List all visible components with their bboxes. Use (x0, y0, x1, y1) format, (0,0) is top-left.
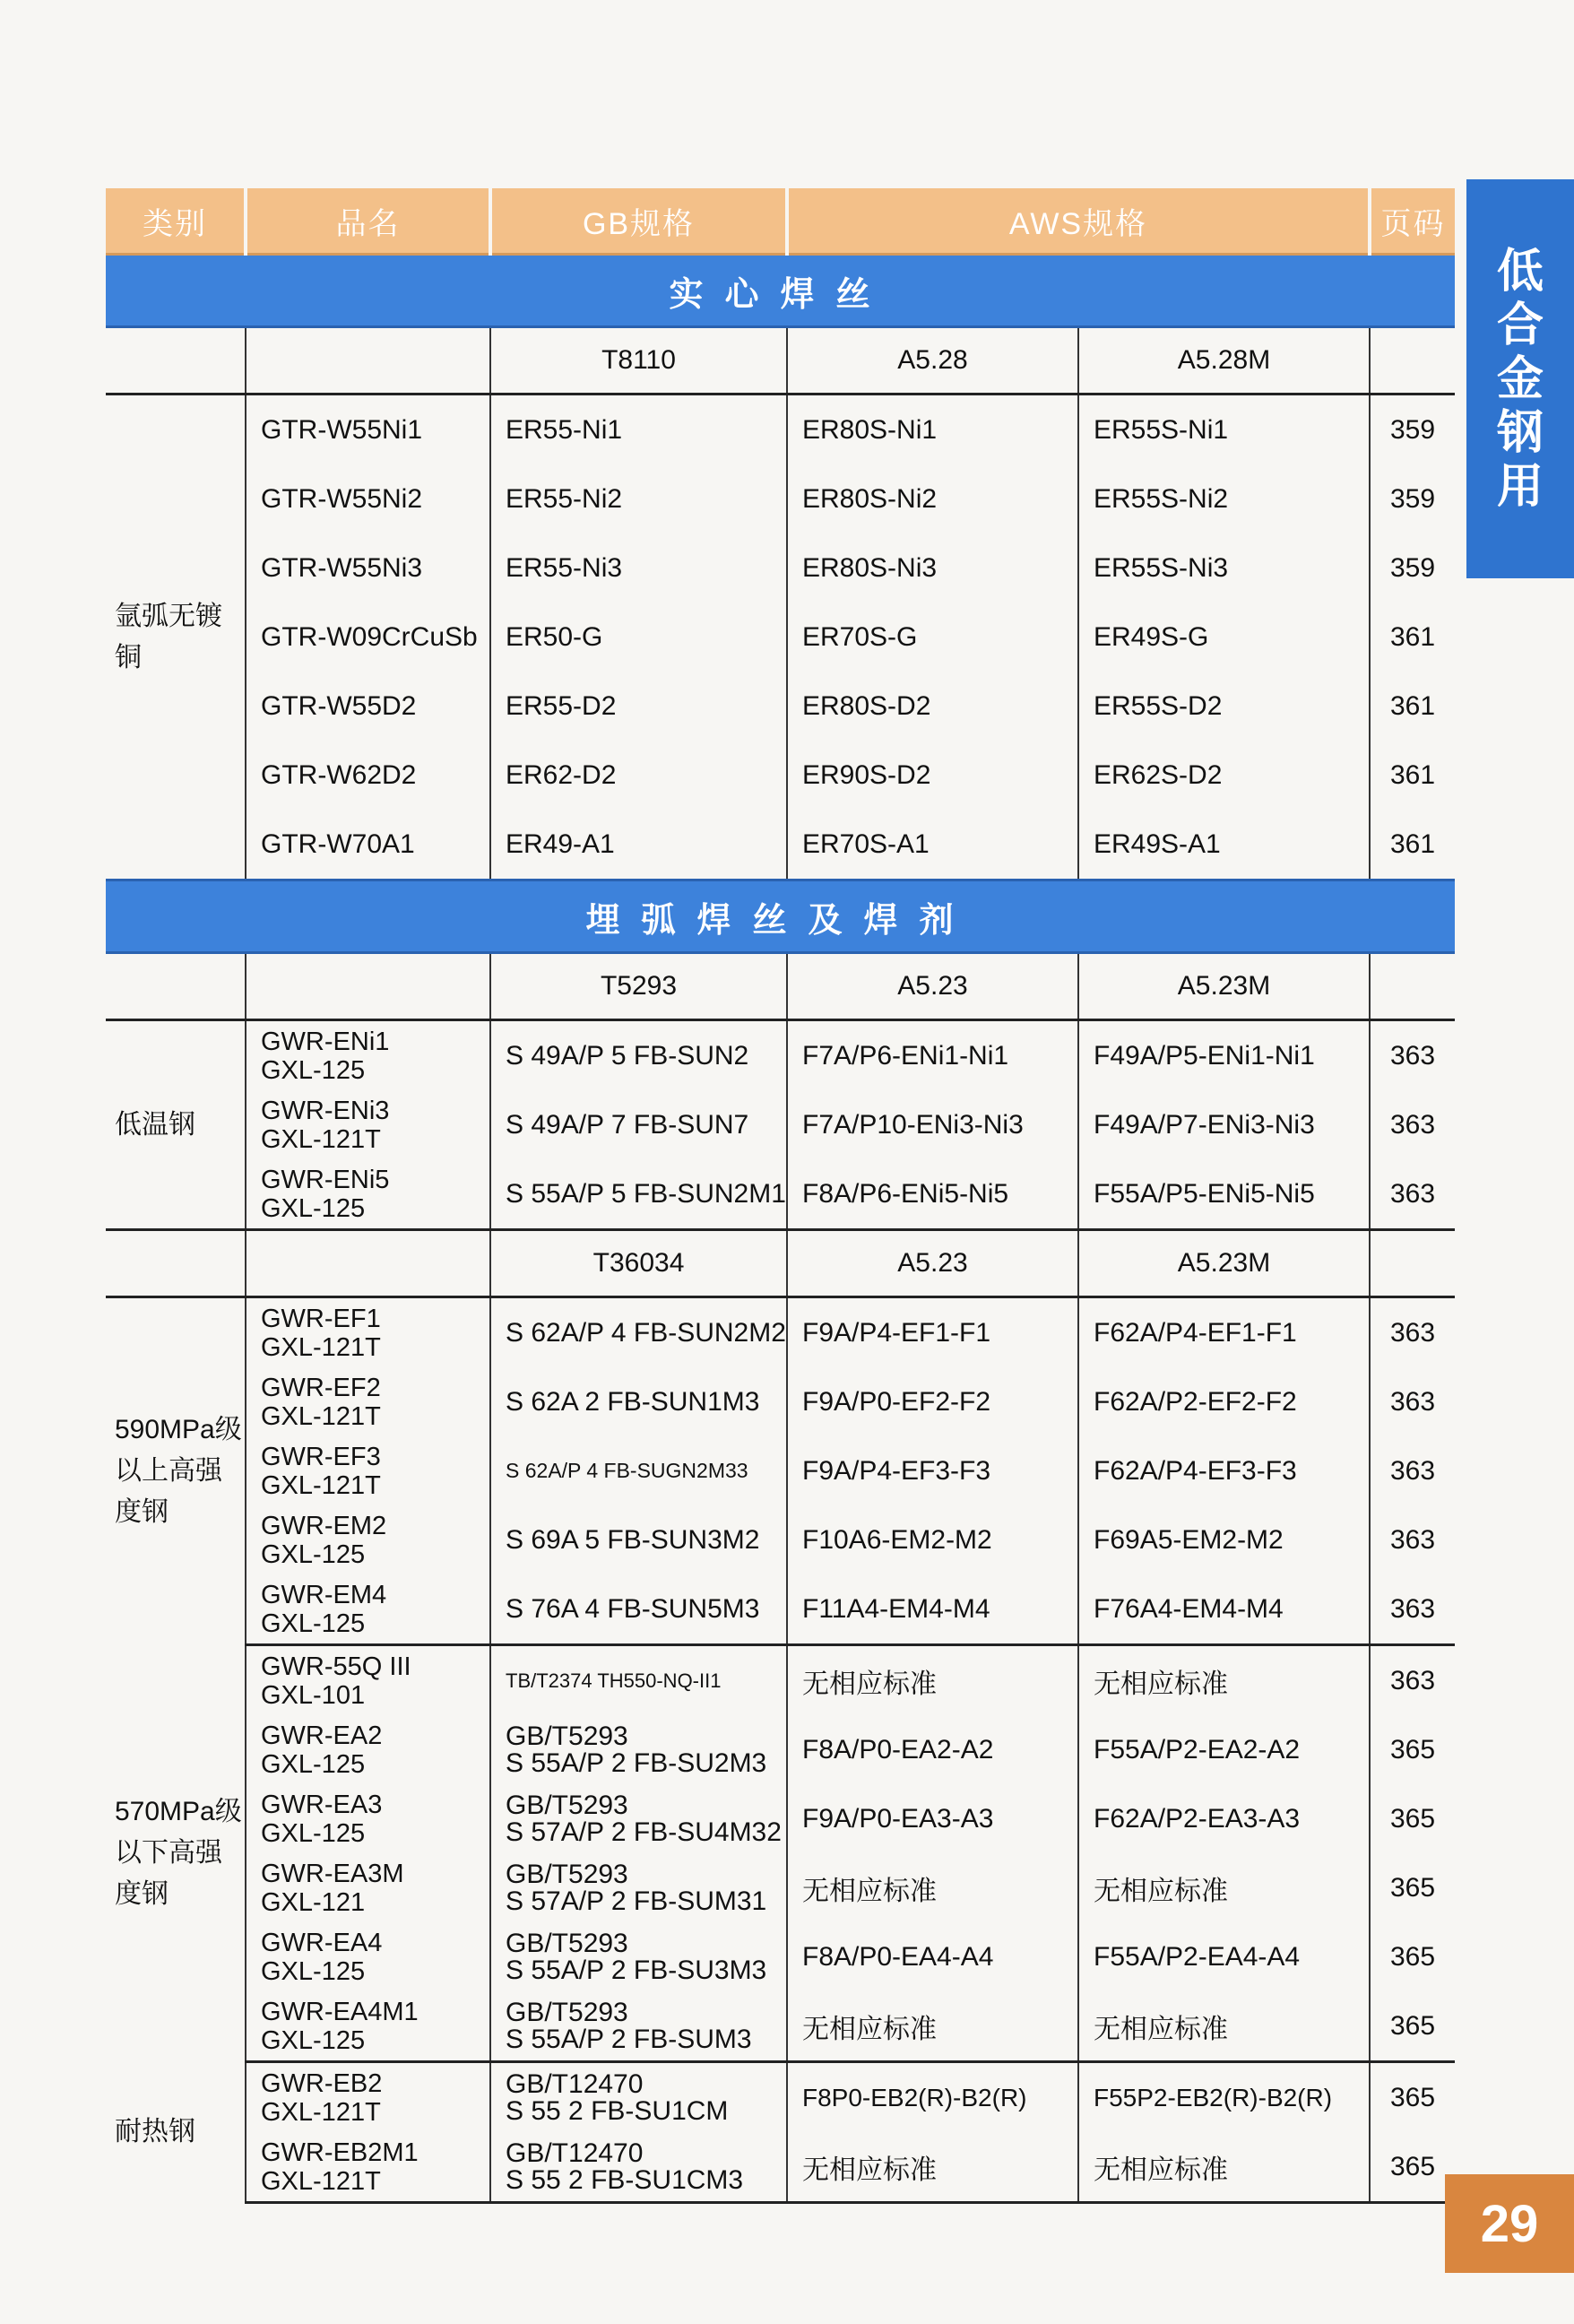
side-tab-char: 合 (1496, 299, 1544, 351)
gb-spec: S 49A/P 5 FB-SUN2 (490, 1020, 787, 1091)
aws-m-spec: F69A5-EM2-M2 (1078, 1505, 1370, 1574)
page-ref: 365 (1370, 2132, 1455, 2203)
product-name (246, 1715, 490, 1784)
header-aws-spec: AWS规格 (787, 188, 1370, 255)
aws-m-spec: ER49S-G (1078, 603, 1370, 672)
gb-designation: S 55A/P 2 FB-SU3M3 (506, 1955, 767, 1985)
gb-spec: S 62A/P 4 FB-SUN2M2 (490, 1297, 787, 1368)
product-name: GTR-W55D2 (246, 672, 490, 741)
product-name (246, 1297, 490, 1368)
product-name (246, 1367, 490, 1436)
flux-name: GXL-125 (261, 1609, 366, 1638)
gb-standard: T5293 (490, 953, 787, 1020)
aws-spec: F9A/P4-EF1-F1 (787, 1297, 1078, 1368)
gb-standard-no: GB/T5293 (506, 1997, 628, 2027)
gb-spec: S 55A/P 5 FB-SUN2M1 (490, 1159, 787, 1230)
table-row (106, 533, 1455, 603)
aws-spec: ER90S-D2 (787, 741, 1078, 810)
table-row (106, 395, 1455, 465)
product-name (246, 1159, 490, 1230)
product-name: GTR-W09CrCuSb (246, 603, 490, 672)
aws-spec: F8A/P0-EA4-A4 (787, 1922, 1078, 1991)
gb-spec: S 49A/P 7 FB-SUN7 (490, 1090, 787, 1159)
gb-spec: ER62-D2 (490, 741, 787, 810)
aws-spec: F11A4-EM4-M4 (787, 1574, 1078, 1645)
category-cell: 570MPa级以下高强度钢 (115, 1797, 242, 1909)
page-ref: 363 (1370, 1297, 1455, 1368)
aws-m-spec: ER55S-D2 (1078, 672, 1370, 741)
page-ref: 363 (1370, 1159, 1455, 1230)
gb-designation: S 55 2 FB-SU1CM (506, 2095, 729, 2126)
aws-spec: 无相应标准 (787, 2132, 1078, 2203)
flux-name: GXL-125 (261, 1193, 366, 1223)
product-name (246, 2062, 490, 2133)
gb-spec (490, 1922, 787, 1991)
wire-name: GWR-EF2 (261, 1373, 381, 1402)
table-row (106, 1505, 1455, 1574)
header-product-name: 品名 (246, 188, 490, 255)
page-ref: 363 (1370, 1367, 1455, 1436)
wire-name: GWR-ENi5 (261, 1165, 390, 1194)
aws-m-spec: F76A4-EM4-M4 (1078, 1574, 1370, 1645)
table-row (106, 1784, 1455, 1853)
gb-spec (490, 1784, 787, 1853)
page-ref: 365 (1370, 1922, 1455, 1991)
side-tab-char: 用 (1496, 460, 1544, 513)
gb-spec (490, 2062, 787, 2133)
aws-m-spec: 无相应标准 (1078, 2132, 1370, 2203)
wire-name: GWR-EM4 (261, 1580, 387, 1609)
section-band (106, 880, 1455, 953)
gb-standard: T36034 (490, 1230, 787, 1297)
gb-standard-no: GB/T5293 (506, 1790, 628, 1820)
table-row (106, 1020, 1455, 1091)
aws-m-spec: F55A/P5-ENi5-Ni5 (1078, 1159, 1370, 1230)
product-name (246, 1922, 490, 1991)
aws-spec: F7A/P6-ENi1-Ni1 (787, 1020, 1078, 1091)
page-ref: 363 (1370, 1645, 1455, 1716)
wire-name: GWR-EB2 (261, 2068, 383, 2098)
table-row (106, 1715, 1455, 1784)
header-gb-spec: GB规格 (490, 188, 787, 255)
wire-name: GWR-EB2M1 (261, 2138, 419, 2167)
page-ref: 359 (1370, 533, 1455, 603)
wire-name: GWR-EA2 (261, 1721, 383, 1750)
wire-name: GWR-EA4M1 (261, 1997, 419, 2026)
section-solid-wire (106, 255, 1455, 880)
gb-spec: ER55-D2 (490, 672, 787, 741)
page-ref: 359 (1370, 395, 1455, 465)
page-ref: 363 (1370, 1436, 1455, 1505)
table-row (106, 1090, 1455, 1159)
page-ref: 365 (1370, 1784, 1455, 1853)
table-row (106, 1991, 1455, 2062)
page-ref: 365 (1370, 1991, 1455, 2062)
wire-name: GWR-EM2 (261, 1511, 387, 1540)
table-row (106, 1367, 1455, 1436)
aws-m-spec: 无相应标准 (1078, 1991, 1370, 2062)
gb-designation: S 55A/P 2 FB-SU2M3 (506, 1747, 767, 1778)
flux-name: GXL-125 (261, 1055, 366, 1085)
product-name: GTR-W55Ni3 (246, 533, 490, 603)
page-ref: 361 (1370, 672, 1455, 741)
page-ref: 363 (1370, 1574, 1455, 1645)
flux-name: GXL-125 (261, 1818, 366, 1848)
header-category: 类别 (106, 188, 246, 255)
aws-m-spec: F62A/P2-EF2-F2 (1078, 1367, 1370, 1436)
section-title: 实心焊丝 (106, 255, 1455, 327)
aws-spec: F8P0-EB2(R)-B2(R) (787, 2062, 1078, 2133)
gb-spec (490, 1853, 787, 1922)
aws-spec: F8A/P0-EA2-A2 (787, 1715, 1078, 1784)
gb-standard-no: GB/T12470 (506, 2138, 644, 2168)
gb-standard-no: GB/T5293 (506, 1721, 628, 1751)
gb-spec (490, 1715, 787, 1784)
page-ref: 359 (1370, 464, 1455, 533)
side-tab-char: 低 (1496, 245, 1544, 298)
flux-name: GXL-121T (261, 1332, 381, 1362)
aws-standard: A5.23 (787, 953, 1078, 1020)
flux-name: GXL-121 (261, 1887, 366, 1917)
flux-name: GXL-121T (261, 2097, 381, 2127)
gb-spec: S 69A 5 FB-SUN3M2 (490, 1505, 787, 1574)
flux-name: GXL-101 (261, 1680, 366, 1710)
aws-m-spec: ER49S-A1 (1078, 810, 1370, 880)
aws-m-spec: ER55S-Ni2 (1078, 464, 1370, 533)
wire-name: GWR-EA3 (261, 1790, 383, 1819)
standards-row (106, 1230, 1455, 1297)
aws-m-spec: F55A/P2-EA4-A4 (1078, 1922, 1370, 1991)
gb-designation: S 57A/P 2 FB-SU4M32 (506, 1817, 782, 1847)
gb-spec: ER55-Ni3 (490, 533, 787, 603)
product-name (246, 1505, 490, 1574)
product-name (246, 1436, 490, 1505)
flux-name: GXL-121T (261, 1470, 381, 1500)
table-row (106, 1574, 1455, 1645)
flux-name: GXL-125 (261, 2025, 366, 2055)
aws-spec: ER80S-Ni2 (787, 464, 1078, 533)
aws-spec: F8A/P6-ENi5-Ni5 (787, 1159, 1078, 1230)
aws-spec: ER80S-D2 (787, 672, 1078, 741)
aws-m-spec: F62A/P4-EF1-F1 (1078, 1297, 1370, 1368)
gb-designation: S 55A/P 2 FB-SUM3 (506, 2024, 752, 2054)
table-row (106, 1159, 1455, 1230)
aws-m-spec: ER55S-Ni1 (1078, 395, 1370, 465)
category-cell: 耐热钢 (115, 2117, 195, 2146)
aws-spec: ER70S-A1 (787, 810, 1078, 880)
gb-standard-no: GB/T5293 (506, 1859, 628, 1889)
aws-m-spec: F49A/P7-ENi3-Ni3 (1078, 1090, 1370, 1159)
aws-m-standard: A5.28M (1078, 327, 1370, 395)
standards-row (106, 327, 1455, 395)
gb-standard: T8110 (490, 327, 787, 395)
wire-name: GWR-ENi1 (261, 1027, 390, 1056)
aws-m-spec: F62A/P4-EF3-F3 (1078, 1436, 1370, 1505)
side-tab-char: 钢 (1496, 406, 1544, 459)
aws-spec: 无相应标准 (787, 1853, 1078, 1922)
page-ref: 365 (1370, 2062, 1455, 2133)
table-row (106, 603, 1455, 672)
table-header-row (106, 188, 1455, 255)
gb-spec: ER55-Ni1 (490, 395, 787, 465)
product-name (246, 2132, 490, 2203)
aws-m-spec: ER62S-D2 (1078, 741, 1370, 810)
table-row (106, 2062, 1455, 2133)
aws-spec: 无相应标准 (787, 1991, 1078, 2062)
aws-spec: F10A6-EM2-M2 (787, 1505, 1078, 1574)
catalog-table (106, 188, 1455, 2204)
aws-m-spec: 无相应标准 (1078, 1645, 1370, 1716)
wire-name: GWR-EF1 (261, 1304, 381, 1333)
gb-spec: S 76A 4 FB-SUN5M3 (490, 1574, 787, 1645)
aws-standard: A5.23 (787, 1230, 1078, 1297)
category-cell: 氩弧无镀铜 (115, 601, 222, 672)
gb-spec: TB/T2374 TH550-NQ-II1 (490, 1645, 787, 1716)
page-ref: 365 (1370, 1715, 1455, 1784)
table-row (106, 1922, 1455, 1991)
table-row (106, 1645, 1455, 1716)
page-number: 29 (1445, 2174, 1574, 2273)
aws-m-standard: A5.23M (1078, 953, 1370, 1020)
category-cell: 590MPa级以上高强度钢 (115, 1415, 242, 1528)
product-name (246, 1645, 490, 1716)
header-page: 页码 (1370, 188, 1455, 255)
product-name (246, 1574, 490, 1645)
gb-spec: ER50-G (490, 603, 787, 672)
wire-name: GWR-EF3 (261, 1442, 381, 1471)
product-name (246, 1991, 490, 2062)
table-row (106, 464, 1455, 533)
flux-name: GXL-125 (261, 1539, 366, 1569)
gb-standard-no: GB/T5293 (506, 1928, 628, 1958)
gb-standard-no: GB/T12470 (506, 2068, 644, 2099)
page-ref: 365 (1370, 1853, 1455, 1922)
flux-name: GXL-125 (261, 1749, 366, 1779)
aws-spec: ER80S-Ni1 (787, 395, 1078, 465)
aws-spec: ER80S-Ni3 (787, 533, 1078, 603)
gb-spec: ER55-Ni2 (490, 464, 787, 533)
flux-name: GXL-121T (261, 2166, 381, 2196)
flux-name: GXL-121T (261, 1401, 381, 1431)
product-name: GTR-W55Ni2 (246, 464, 490, 533)
gb-spec (490, 2132, 787, 2203)
aws-spec: 无相应标准 (787, 1645, 1078, 1716)
section-band (106, 255, 1455, 327)
section-side-tab (1466, 179, 1574, 578)
gb-spec: S 62A/P 4 FB-SUGN2M33 (490, 1436, 787, 1505)
aws-m-spec: ER55S-Ni3 (1078, 533, 1370, 603)
product-name (246, 1853, 490, 1922)
section-title: 埋弧焊丝及焊剂 (106, 880, 1455, 953)
flux-name: GXL-121T (261, 1124, 381, 1154)
wire-name: GWR-ENi3 (261, 1096, 390, 1125)
standards-row (106, 953, 1455, 1020)
table-row (106, 1297, 1455, 1368)
side-tab-char: 金 (1496, 352, 1544, 405)
category-cell: 低温钢 (115, 1109, 195, 1140)
product-name: GTR-W70A1 (246, 810, 490, 880)
page-ref: 361 (1370, 741, 1455, 810)
table-row (106, 1853, 1455, 1922)
page-ref: 363 (1370, 1505, 1455, 1574)
aws-m-spec: F62A/P2-EA3-A3 (1078, 1784, 1370, 1853)
product-name: GTR-W55Ni1 (246, 395, 490, 465)
gb-spec (490, 1991, 787, 2062)
aws-m-spec: F55P2-EB2(R)-B2(R) (1078, 2062, 1370, 2133)
wire-name: GWR-55Q III (261, 1652, 411, 1681)
aws-m-standard: A5.23M (1078, 1230, 1370, 1297)
gb-spec: S 62A 2 FB-SUN1M3 (490, 1367, 787, 1436)
gb-designation: S 55 2 FB-SU1CM3 (506, 2164, 744, 2195)
table-row (106, 810, 1455, 880)
wire-name: GWR-EA3M (261, 1859, 404, 1888)
product-name (246, 1020, 490, 1091)
gb-designation: S 57A/P 2 FB-SUM31 (506, 1886, 767, 1916)
aws-m-spec: 无相应标准 (1078, 1853, 1370, 1922)
aws-standard: A5.28 (787, 327, 1078, 395)
section-saw-wire-flux (106, 880, 1455, 2203)
aws-spec: F9A/P0-EA3-A3 (787, 1784, 1078, 1853)
table-row (106, 672, 1455, 741)
aws-spec: F9A/P0-EF2-F2 (787, 1367, 1078, 1436)
page-ref: 363 (1370, 1090, 1455, 1159)
page-ref: 361 (1370, 810, 1455, 880)
aws-m-spec: F49A/P5-ENi1-Ni1 (1078, 1020, 1370, 1091)
wire-name: GWR-EA4 (261, 1928, 383, 1957)
product-name (246, 1090, 490, 1159)
table-row (106, 741, 1455, 810)
aws-spec: F7A/P10-ENi3-Ni3 (787, 1090, 1078, 1159)
product-name: GTR-W62D2 (246, 741, 490, 810)
page-ref: 363 (1370, 1020, 1455, 1091)
aws-m-spec: F55A/P2-EA2-A2 (1078, 1715, 1370, 1784)
table-row (106, 2132, 1455, 2203)
aws-spec: ER70S-G (787, 603, 1078, 672)
page-ref: 361 (1370, 603, 1455, 672)
aws-spec: F9A/P4-EF3-F3 (787, 1436, 1078, 1505)
flux-name: GXL-125 (261, 1956, 366, 1986)
product-name (246, 1784, 490, 1853)
gb-spec: ER49-A1 (490, 810, 787, 880)
table-row (106, 1436, 1455, 1505)
